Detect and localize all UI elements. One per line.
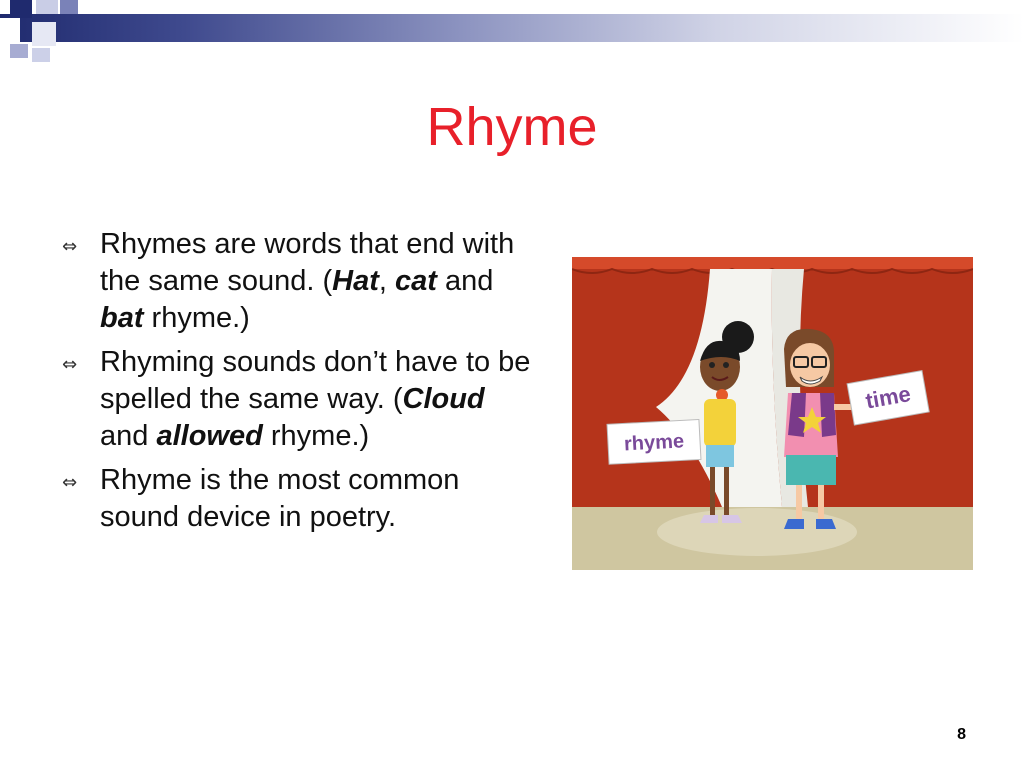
rhyme-sign-text: rhyme [623,430,685,456]
bullet-text: rhyme.) [262,420,370,452]
decor-square [10,44,28,58]
cartoon-illustration [572,257,973,570]
bullet-text: and [100,420,157,452]
bullet-text: Rhyme is the most common sound device in poetry. [100,464,460,533]
example-word: Cloud [402,383,485,415]
page-number: 8 [957,726,966,743]
header-band [0,14,1024,42]
double-arrow-bullet-icon: ⇔ [62,472,78,493]
example-word: allowed [156,420,263,452]
double-arrow-bullet-icon: ⇔ [62,236,78,257]
bullet-item [62,462,532,536]
bullet-text: Rhyming sounds don’t have to be spelled the same way. ( [100,346,531,415]
example-word: cat [395,265,437,297]
decor-square [32,48,50,62]
decor-square [60,0,78,14]
example-word: bat [100,302,144,334]
spotlight [657,508,857,556]
bullet-text: Rhymes are words that end with the same sound. ( [100,228,515,297]
example-word: Hat [332,265,379,297]
bullet-list [62,226,532,543]
decor-square [10,0,32,18]
decor-square [0,18,20,42]
bullet-item [62,226,532,337]
rhyme-sign [607,420,701,465]
double-arrow-bullet-icon: ⇔ [62,354,78,375]
bullet-item [62,344,532,455]
decor-square [32,22,56,46]
time-sign-text: time [863,381,913,414]
decor-square [36,0,58,14]
bullet-text: rhyme.) [143,302,250,334]
slide-title: Rhyme [426,97,598,157]
bullet-text: and [436,265,494,297]
bullet-text: , [378,265,395,297]
